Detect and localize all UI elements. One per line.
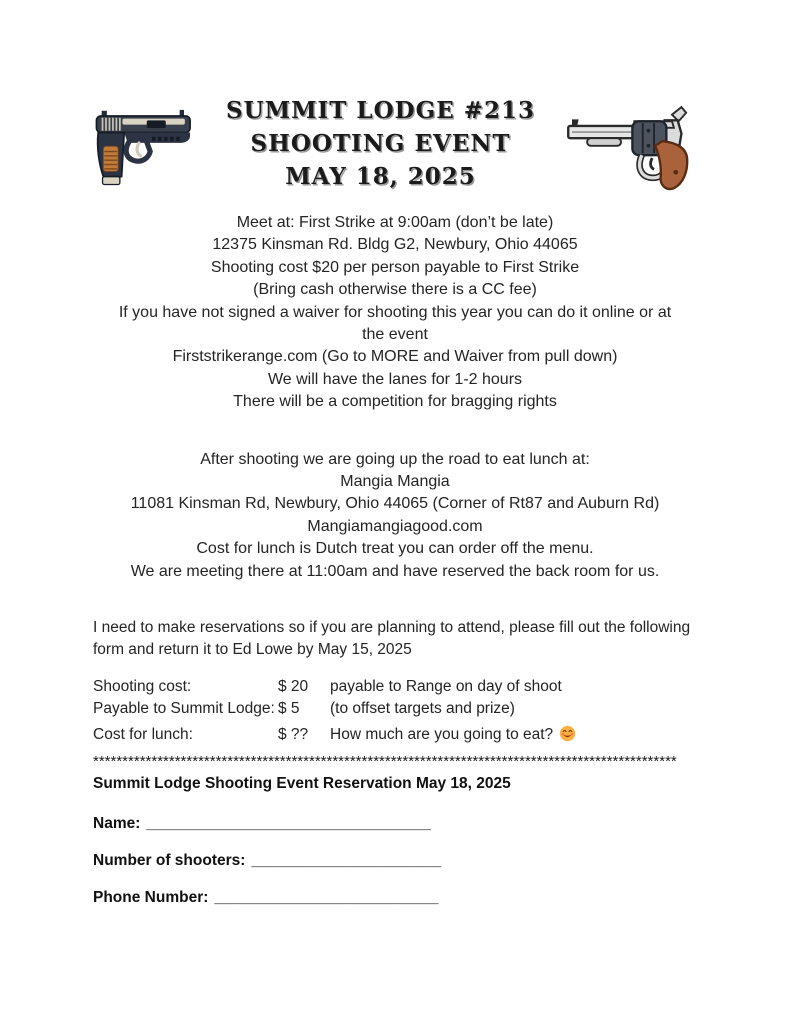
cost-row-shooting (93, 676, 697, 698)
reservation-form-heading: Summit Lodge Shooting Event Reservation May 18, 2025 (93, 775, 511, 793)
asterisk-divider: **************************************************************************************************** (93, 754, 677, 770)
pistol-image (93, 96, 197, 193)
cost-note-text: How much are you going to eat? (330, 726, 554, 744)
lunch-line: Cost for lunch is Dutch treat you can order off the menu. (196, 540, 594, 558)
title-line-3: MAY 18, 2025 (285, 163, 476, 190)
cost-label: Payable to Summit Lodge: (93, 700, 275, 718)
cost-amount: $ ?? (278, 726, 309, 744)
cost-row-lunch (93, 724, 697, 749)
revolver-image (564, 92, 697, 197)
lunch-line-restaurant: Mangia Mangia (340, 473, 450, 491)
intro-line: Meet at: First Strike at 9:00am (don’t be late) (236, 214, 554, 231)
cost-label: Shooting cost: (93, 678, 192, 696)
cost-note: payable to Range on day of shoot (330, 678, 562, 696)
intro-line: the event (362, 326, 428, 344)
event-title (197, 88, 564, 193)
phone-blank-line: __________________________ (214, 889, 439, 907)
lunch-line-website: Mangiamangiagood.com (307, 517, 483, 535)
shooters-blank-line: ______________________ (251, 852, 442, 870)
lunch-line: After shooting we are going up the road to eat lunch at: (200, 450, 590, 468)
cost-note (330, 724, 697, 749)
name-field-label: Name: (93, 815, 141, 833)
intro-line: We will have the lanes for 1-2 hours (267, 370, 523, 388)
phone-field-label: Phone Number: (93, 889, 209, 907)
form-field-phone-number (93, 889, 697, 906)
intro-line: (Bring cash otherwise there is a CC fee) (253, 281, 537, 299)
title-line-2: SHOOTING EVENT (250, 130, 511, 157)
cost-row-lodge (93, 698, 697, 720)
form-field-number-of-shooters (93, 852, 697, 869)
intro-line-website: Firststrikerange.com (Go to MORE and Waiver from pull down) (172, 348, 618, 366)
cost-amount: $ 5 (278, 700, 300, 718)
cost-amount: $ 20 (278, 678, 309, 696)
semi-automatic-pistol-icon (93, 96, 197, 188)
form-field-name (93, 815, 697, 832)
header (93, 88, 697, 197)
lunch-details-paragraph (93, 449, 697, 583)
title-line-1: SUMMIT LODGE #213 (225, 97, 536, 124)
lunch-line: We are meeting there at 11:00am and have reserved the back room for us. (130, 562, 660, 580)
costs-table (93, 676, 697, 749)
lunch-line-address: 11081 Kinsman Rd, Newbury, Ohio 44065 (Corner of Rt87 and Auburn Rd) (130, 495, 660, 513)
shooters-field-label: Number of shooters: (93, 852, 246, 870)
intro-line: If you have not signed a waiver for shooting this year you can do it online or at (118, 303, 672, 321)
intro-line: 12375 Kinsman Rd. Bldg G2, Newbury, Ohio 44065 (212, 236, 578, 254)
cost-label: Cost for lunch: (93, 726, 193, 744)
note-line: form and return it to Ed Lowe by May 15, 2025 (93, 641, 412, 659)
name-blank-line: _________________________________ (146, 815, 431, 833)
intro-line: There will be a competition for bragging rights (233, 393, 557, 411)
cost-note: (to offset targets and prize) (330, 700, 515, 718)
meeting-details-paragraph (93, 212, 697, 414)
smiley-emoji-icon (559, 725, 576, 749)
reservation-note-paragraph (93, 617, 697, 661)
intro-line: Shooting cost $20 per person payable to First Strike (210, 258, 580, 276)
note-line: I need to make reservations so if you are planning to attend, please fill out the following (93, 619, 691, 637)
revolver-icon (564, 92, 697, 192)
